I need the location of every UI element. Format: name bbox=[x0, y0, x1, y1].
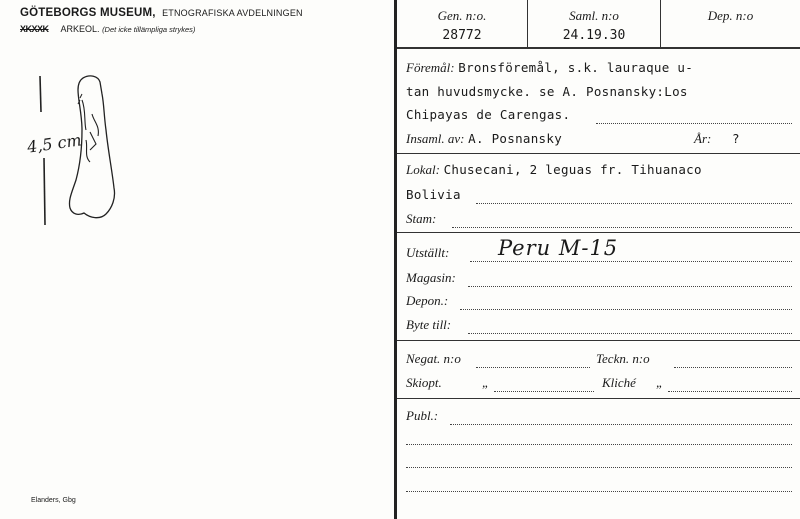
skiopt-label: Skiopt. bbox=[406, 375, 442, 390]
magasin-row bbox=[406, 270, 792, 290]
skiopt-row bbox=[406, 375, 792, 395]
gen-value: 28772 bbox=[442, 28, 482, 43]
dotted-line bbox=[476, 367, 590, 368]
strike-note: (Det icke tillämpliga strykes) bbox=[102, 25, 196, 34]
stam-label: Stam: bbox=[406, 211, 437, 226]
museum-title bbox=[20, 7, 303, 19]
measurement-note: 4,5 cm bbox=[25, 130, 83, 157]
dotted-line bbox=[668, 391, 792, 392]
foremal-label: Föremål: bbox=[406, 60, 455, 75]
publ-label: Publ.: bbox=[406, 408, 439, 423]
kliche-ditto: „ bbox=[656, 375, 664, 390]
foremal-row-2 bbox=[406, 84, 792, 104]
saml-number-cell bbox=[528, 0, 660, 47]
gen-label: Gen. n:o. bbox=[437, 8, 487, 23]
printer-mark: Elanders, Gbg bbox=[31, 497, 76, 504]
magasin-label: Magasin: bbox=[406, 270, 456, 285]
publ-row bbox=[406, 408, 792, 428]
dotted-line bbox=[674, 367, 792, 368]
foremal-row-3 bbox=[406, 107, 792, 127]
dotted-line bbox=[460, 309, 792, 310]
lokal-label: Lokal: bbox=[406, 162, 440, 177]
museum-name: GÖTEBORGS MUSEUM, bbox=[20, 7, 156, 19]
kliche-label: Kliché bbox=[602, 375, 636, 390]
dotted-line bbox=[468, 286, 792, 287]
insaml-label: Insaml. av: bbox=[406, 131, 465, 146]
depon-row bbox=[406, 293, 792, 313]
ar-value: ? bbox=[732, 131, 740, 146]
ar-label: År: bbox=[694, 131, 712, 146]
struck-section: XKXXK bbox=[20, 24, 49, 34]
stam-row bbox=[406, 211, 792, 231]
dotted-line bbox=[406, 444, 792, 445]
byte-row bbox=[406, 317, 792, 337]
dotted-line bbox=[406, 491, 792, 492]
dotted-line bbox=[596, 123, 792, 124]
skiopt-ditto: „ bbox=[482, 375, 490, 390]
insaml-row bbox=[406, 131, 792, 151]
dep-label: Dep. n:o bbox=[707, 8, 754, 23]
saml-label: Saml. n:o bbox=[569, 8, 619, 23]
header-rule bbox=[397, 47, 800, 49]
saml-value: 24.19.30 bbox=[562, 28, 626, 43]
dotted-line bbox=[450, 424, 792, 425]
negat-label: Negat. n:o bbox=[406, 351, 461, 366]
foremal-line-1: Bronsföremål, s.k. lauraque u- bbox=[458, 60, 694, 75]
section-rule bbox=[397, 153, 800, 154]
negat-row bbox=[406, 351, 792, 371]
lokal-row bbox=[406, 162, 792, 182]
dep-number-cell bbox=[661, 0, 800, 47]
dotted-line bbox=[494, 391, 594, 392]
arkeol-label: ARKEOL. bbox=[60, 24, 100, 34]
foremal-line-3: Chipayas de Carengas. bbox=[406, 107, 571, 122]
utstallt-row bbox=[406, 238, 792, 266]
dotted-line bbox=[470, 261, 792, 262]
department-name: ETNOGRAFISKA AVDELNINGEN bbox=[162, 8, 303, 18]
dotted-line bbox=[452, 227, 792, 228]
byte-label: Byte till: bbox=[406, 317, 452, 332]
dotted-line bbox=[468, 333, 792, 334]
lokal-line-2: Bolivia bbox=[406, 187, 461, 202]
teckn-label: Teckn. n:o bbox=[596, 351, 650, 366]
section-line bbox=[20, 24, 195, 34]
section-rule bbox=[397, 398, 800, 399]
lokal-line-1: Chusecani, 2 leguas fr. Tihuanaco bbox=[443, 162, 702, 177]
foremal-row bbox=[406, 60, 792, 80]
card-divider bbox=[394, 0, 397, 519]
section-rule bbox=[397, 232, 800, 233]
utstallt-value: Peru M-15 bbox=[498, 238, 619, 260]
utstallt-label: Utställt: bbox=[406, 245, 450, 260]
insaml-value: A. Posnansky bbox=[468, 131, 563, 146]
section-rule bbox=[397, 340, 800, 341]
gen-number-cell bbox=[397, 0, 527, 47]
depon-label: Depon.: bbox=[406, 293, 449, 308]
dotted-line bbox=[406, 467, 792, 468]
dotted-line bbox=[476, 203, 792, 204]
foremal-line-2: tan huvudsmycke. se A. Posnansky:Los bbox=[406, 84, 688, 99]
lokal-row-2 bbox=[406, 187, 792, 207]
